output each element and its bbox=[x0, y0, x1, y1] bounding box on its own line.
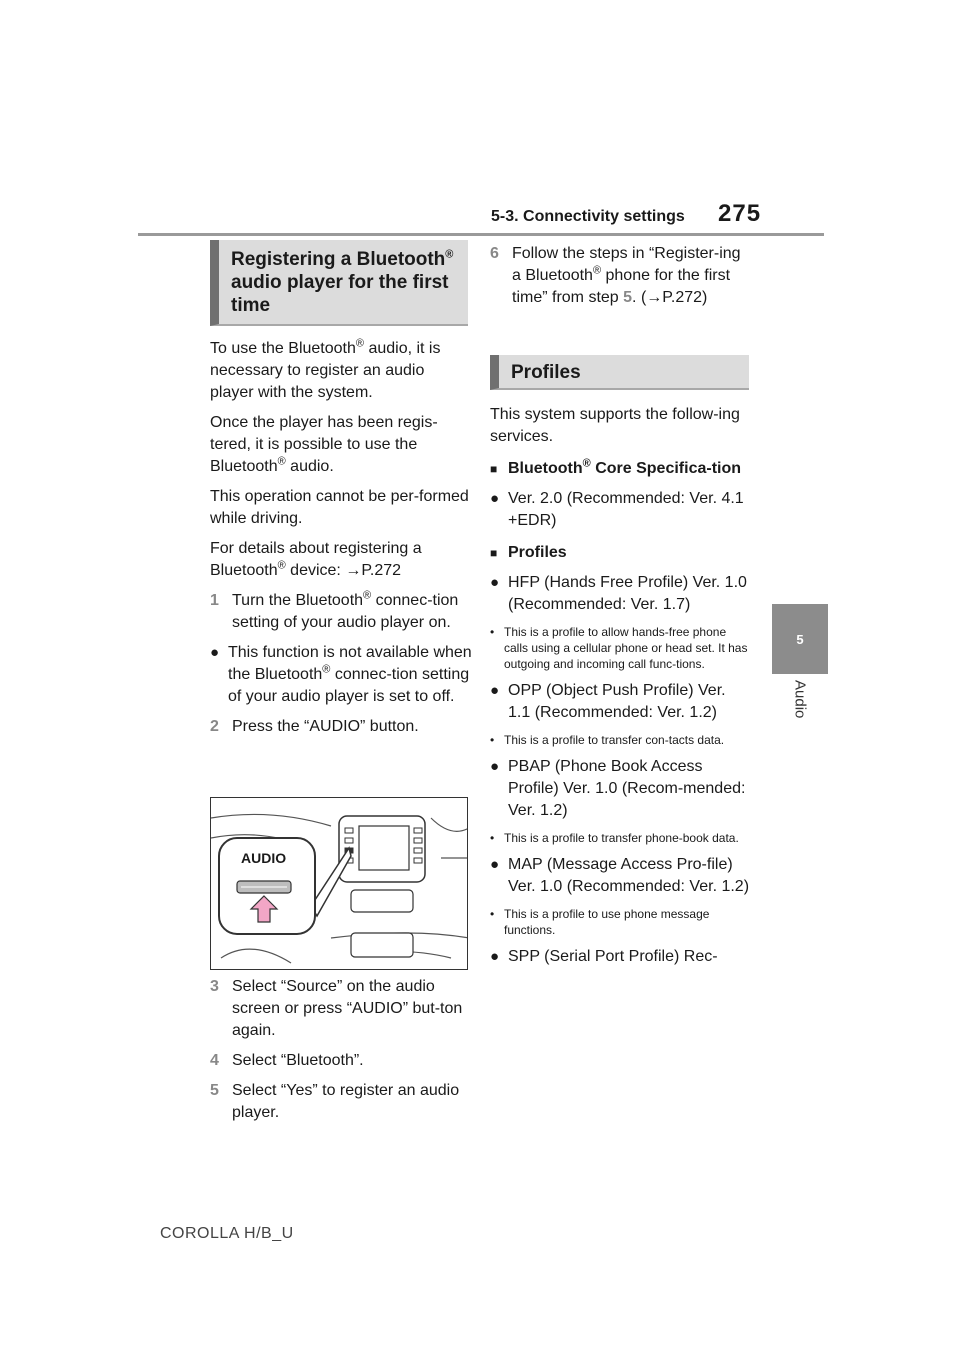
bullet-note: ● This function is not available when the Bluetooth® connec-tion setting of your audio player is set to off. bbox=[210, 642, 472, 708]
profile-note-pbap: • This is a profile to transfer phone-book data. bbox=[490, 831, 739, 845]
header-divider bbox=[138, 233, 824, 236]
step-4: 4 Select “Bluetooth”. bbox=[210, 1052, 364, 1069]
profile-item-opp: ● OPP (Object Push Profile) Ver. 1.1 (Recommended: Ver. 1.2) bbox=[490, 680, 752, 724]
chapter-tab: 5 bbox=[772, 604, 828, 674]
bullet-icon: ● bbox=[490, 758, 500, 775]
step-2: 2 Press the “AUDIO” button. bbox=[210, 718, 419, 735]
left-column-steps bbox=[210, 976, 472, 1124]
page-reference-link-2[interactable]: →P.272 bbox=[646, 289, 703, 306]
profile-item-map: ● MAP (Message Access Pro-file) Ver. 1.0 (Recommended: Ver. 1.2) bbox=[490, 854, 752, 898]
left-column bbox=[210, 338, 472, 738]
step-6: 6 Follow the steps in “Register-ing a Bluetooth® phone for the first time” from step 5. (→P.272) bbox=[490, 245, 741, 306]
section-title: 5-3. Connectivity settings bbox=[491, 208, 685, 225]
profile-note-map: • This is a profile to use phone message functions. bbox=[490, 907, 710, 937]
page-reference-link[interactable]: →P.272 bbox=[345, 562, 402, 579]
core-spec-item: ● Ver. 2.0 (Recommended: Ver. 4.1 +EDR) bbox=[490, 488, 752, 532]
profiles-intro: This system supports the follow-ing services. bbox=[490, 406, 740, 445]
paragraph-driving: This operation cannot be per-formed while driving. bbox=[210, 488, 469, 527]
dashboard-illustration bbox=[210, 797, 468, 970]
paragraph-intro: To use the Bluetooth® audio, it is necessary to register an audio player with the system. bbox=[210, 337, 441, 401]
core-spec-title: ■ Bluetooth® Core Specifica-tion bbox=[490, 458, 752, 480]
square-bullet-icon: ■ bbox=[490, 462, 498, 476]
paragraph-details: For details about registering a Bluetooth® device: →P.272 bbox=[210, 540, 422, 579]
bullet-icon: ● bbox=[210, 644, 220, 661]
bullet-icon: ● bbox=[490, 682, 500, 699]
profile-note-opp: • This is a profile to transfer con-tacts data. bbox=[490, 733, 725, 747]
bullet-icon: ● bbox=[490, 490, 500, 507]
square-bullet-icon: ■ bbox=[490, 546, 498, 560]
footer-model: COROLLA H/B_U bbox=[160, 1225, 294, 1242]
audio-button-label: AUDIO bbox=[241, 850, 287, 866]
profile-note-hfp: • This is a profile to allow hands-free phone calls using a cellular phone or head set. It has outgoing and incoming call func-tions. bbox=[490, 625, 748, 671]
paragraph-registered: Once the player has been regis-tered, it is possible to use the Bluetooth® audio. bbox=[210, 414, 438, 475]
section-heading-profiles: Profiles bbox=[490, 355, 749, 390]
dashboard-drawing bbox=[211, 798, 468, 970]
step-1: 1 Turn the Bluetooth® connec-tion setting of your audio player on. bbox=[210, 589, 459, 631]
profile-item-hfp: ● HFP (Hands Free Profile) Ver. 1.0 (Recommended: Ver. 1.7) bbox=[490, 572, 752, 616]
profile-item-spp: ● SPP (Serial Port Profile) Rec- bbox=[490, 946, 752, 968]
right-column bbox=[490, 243, 752, 309]
page-number: 275 bbox=[718, 200, 762, 227]
bullet-icon: ● bbox=[490, 856, 500, 873]
bullet-icon: ● bbox=[490, 574, 500, 591]
step-5: 5 Select “Yes” to register an audio player. bbox=[210, 1082, 460, 1121]
profiles-title: ■ Profiles bbox=[490, 542, 752, 564]
chapter-label-text: Audio bbox=[791, 680, 809, 719]
chapter-label bbox=[772, 680, 828, 770]
profiles-body bbox=[490, 404, 752, 968]
step-3: 3 Select “Source” on the audio screen or press “AUDIO” but-ton again. bbox=[210, 978, 463, 1039]
profile-item-pbap: ● PBAP (Phone Book Access Profile) Ver. 1.0 (Recom-mended: Ver. 1.2) bbox=[490, 756, 752, 822]
section-heading-register: Registering a Bluetooth® audio player for the first time bbox=[210, 240, 468, 326]
bullet-icon: ● bbox=[490, 948, 500, 965]
